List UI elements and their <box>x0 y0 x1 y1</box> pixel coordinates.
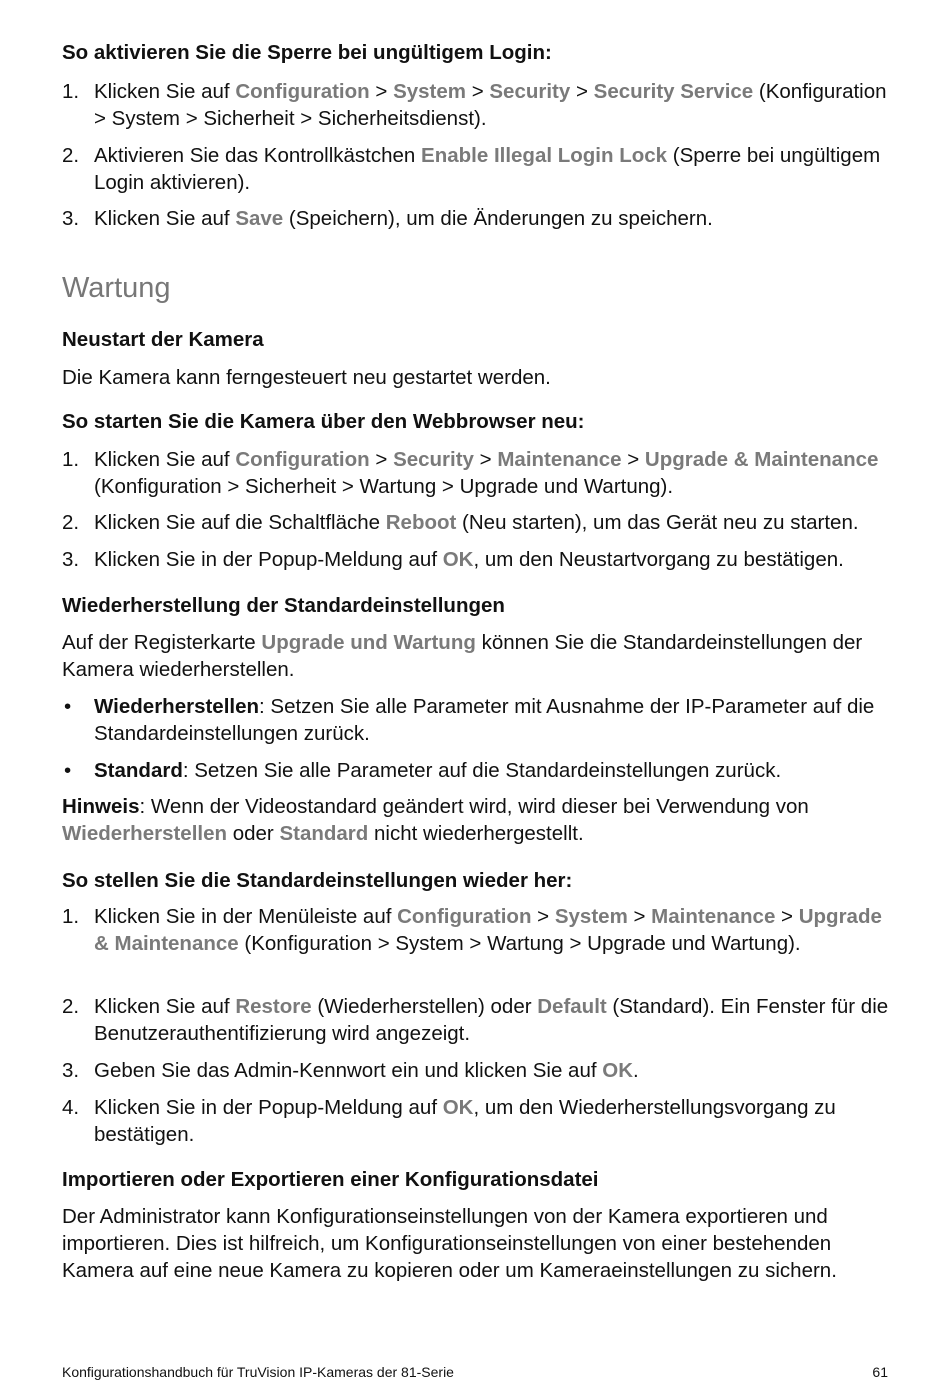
text-run: , um den Neustartvorgang zu bestätigen. <box>473 548 844 571</box>
list-number: 2. <box>62 511 80 534</box>
text-run: > <box>621 448 645 471</box>
footer-title: Konfigurationshandbuch für TruVision IP-Kameras der 81-Serie <box>62 1364 454 1380</box>
ui-term: Reboot <box>385 511 457 534</box>
text-run: (Speichern), um die Änderungen zu speichern. <box>283 207 713 230</box>
text-run: : Setzen Sie alle Parameter mit Ausnahme der IP-Parameter auf die Standardeinstellungen zurück. <box>94 695 875 745</box>
list-number: 1. <box>62 80 80 103</box>
ui-term: Maintenance <box>651 905 776 928</box>
list-text <box>94 142 890 196</box>
text-run: Klicken Sie auf <box>94 207 236 230</box>
list-text <box>94 205 890 232</box>
text-run: > <box>531 905 555 928</box>
text-run: , um den Wiederherstellungsvorgang zu bestätigen. <box>94 1096 836 1146</box>
heading-import-export: Importieren oder Exportieren einer Konfigurationsdatei <box>62 1168 599 1191</box>
bullet-text <box>94 693 890 747</box>
text-run: (Konfiguration > System > Sicherheit > Sicherheitsdienst). <box>94 80 887 130</box>
ui-term: Security <box>393 448 474 471</box>
bullet-dot: • <box>64 759 72 782</box>
text-run: (Neu starten), um das Gerät neu zu starten. <box>456 511 859 534</box>
list-number: 3. <box>62 548 80 571</box>
paragraph-wiederherstellung <box>62 629 888 683</box>
text-run: (Konfiguration > System > Wartung > Upgrade und Wartung). <box>238 932 801 955</box>
list-number: 1. <box>62 905 80 928</box>
heading-webbrowser: So starten Sie die Kamera über den Webbrowser neu: <box>62 410 585 433</box>
text-run: (Konfiguration > Sicherheit > Wartung > Upgrade und Wartung). <box>94 475 674 498</box>
list-item <box>62 205 890 232</box>
bullet-text <box>94 757 890 784</box>
text-run: Klicken Sie auf <box>94 448 236 471</box>
list-number: 2. <box>62 995 80 1018</box>
list-item <box>62 1094 890 1148</box>
list-text <box>94 446 890 500</box>
list-item <box>62 142 890 196</box>
section-heading-illegal-login: So aktivieren Sie die Sperre bei ungültigem Login: <box>62 41 552 64</box>
list-item <box>62 509 890 536</box>
bullet-item <box>62 693 890 747</box>
text-run: Aktivieren Sie das Kontrollkästchen <box>94 144 422 167</box>
section-title-wartung: Wartung <box>62 272 171 304</box>
text-run: > <box>369 448 394 471</box>
heading-neustart: Neustart der Kamera <box>62 328 264 351</box>
list-item <box>62 903 890 957</box>
list-text <box>94 509 890 536</box>
ui-term: Upgrade & Maintenance <box>94 905 882 955</box>
list-text <box>94 903 890 957</box>
text-run: Klicken Sie in der Menüleiste auf <box>94 905 398 928</box>
ui-term: System <box>393 80 466 103</box>
text-run: : Setzen Sie alle Parameter auf die Standardeinstellungen zurück. <box>182 759 782 782</box>
list-item <box>62 78 890 132</box>
text-run: > <box>473 448 498 471</box>
ui-term: Restore <box>235 995 312 1018</box>
ui-term: OK <box>602 1059 633 1082</box>
page-number: 61 <box>872 1364 888 1380</box>
text-run: > <box>627 905 652 928</box>
list-number: 2. <box>62 144 80 167</box>
list-item <box>62 1057 890 1084</box>
bold-term: Hinweis <box>62 795 140 818</box>
list-number: 3. <box>62 1059 80 1082</box>
ui-term: Upgrade & Maintenance <box>644 448 879 471</box>
ui-term: Enable Illegal Login Lock <box>421 144 668 167</box>
list-text <box>94 1057 890 1084</box>
text-run: . <box>633 1059 639 1082</box>
list-number: 4. <box>62 1096 80 1119</box>
text-run: > <box>466 80 490 103</box>
text-run: Auf der Registerkarte <box>62 631 262 654</box>
text-run: (Standard). Ein Fenster für die Benutzerauthentifizierung wird angezeigt. <box>94 995 889 1045</box>
text-run: Geben Sie das Admin-Kennwort ein und klicken Sie auf <box>94 1059 603 1082</box>
paragraph-import-export: Der Administrator kann Konfigurationseinstellungen von der Kamera exportieren und importieren. Dies ist hilfreich, um Konfigurationseinstellungen von einer bestehenden Kamera auf eine neue Kamera zu kopieren oder um Kameraeinstellungen zu sichern. <box>62 1205 837 1282</box>
heading-wiederherstellung: Wiederherstellung der Standardeinstellungen <box>62 594 505 617</box>
ui-term: Default <box>537 995 607 1018</box>
ui-term: System <box>554 905 628 928</box>
text-run: Klicken Sie auf die Schaltfläche <box>94 511 386 534</box>
list-text <box>94 1094 890 1148</box>
text-run: (Sperre bei ungültigem Login aktivieren). <box>94 144 881 194</box>
list-number: 1. <box>62 448 80 471</box>
ui-term: Configuration <box>235 80 370 103</box>
list-text <box>94 993 890 1047</box>
text-run: > <box>369 80 394 103</box>
ui-term: Security <box>489 80 571 103</box>
note-hinweis <box>62 793 888 847</box>
ui-term: Upgrade und Wartung <box>261 631 476 654</box>
text-run: > <box>775 905 799 928</box>
ui-term: Wiederherstellen <box>62 822 228 845</box>
page-footer <box>62 1364 888 1381</box>
ui-term: Save <box>235 207 284 230</box>
text-run: oder <box>227 822 280 845</box>
bold-term: Standard <box>94 759 183 782</box>
text-run: können Sie die Standardeinstellungen der Kamera wiederherstellen. <box>62 631 863 681</box>
ui-term: Security Service <box>593 80 754 103</box>
ui-term: Standard <box>279 822 369 845</box>
bold-term: Wiederherstellen <box>94 695 260 718</box>
list-number: 3. <box>62 207 80 230</box>
list-text <box>94 78 890 132</box>
ui-term: OK <box>442 548 474 571</box>
ui-term: OK <box>442 1096 474 1119</box>
text-run: Klicken Sie in der Popup-Meldung auf <box>94 1096 443 1119</box>
ui-term: Maintenance <box>497 448 622 471</box>
text-run: Klicken Sie in der Popup-Meldung auf <box>94 548 443 571</box>
bullet-dot: • <box>64 695 72 718</box>
text-run: nicht wiederhergestellt. <box>368 822 584 845</box>
text-run: : Wenn der Videostandard geändert wird, wird dieser bei Verwendung von <box>139 795 809 818</box>
bullet-item <box>62 757 890 784</box>
list-item <box>62 546 890 573</box>
text-run: Klicken Sie auf <box>94 995 236 1018</box>
paragraph-neustart: Die Kamera kann ferngesteuert neu gestartet werden. <box>62 366 551 389</box>
heading-restore: So stellen Sie die Standardeinstellungen wieder her: <box>62 869 573 892</box>
list-text <box>94 546 890 573</box>
text-run: > <box>570 80 594 103</box>
list-item <box>62 993 890 1047</box>
ui-term: Configuration <box>235 448 370 471</box>
text-run: Klicken Sie auf <box>94 80 236 103</box>
list-item <box>62 446 890 500</box>
ui-term: Configuration <box>397 905 532 928</box>
text-run: (Wiederherstellen) oder <box>311 995 538 1018</box>
